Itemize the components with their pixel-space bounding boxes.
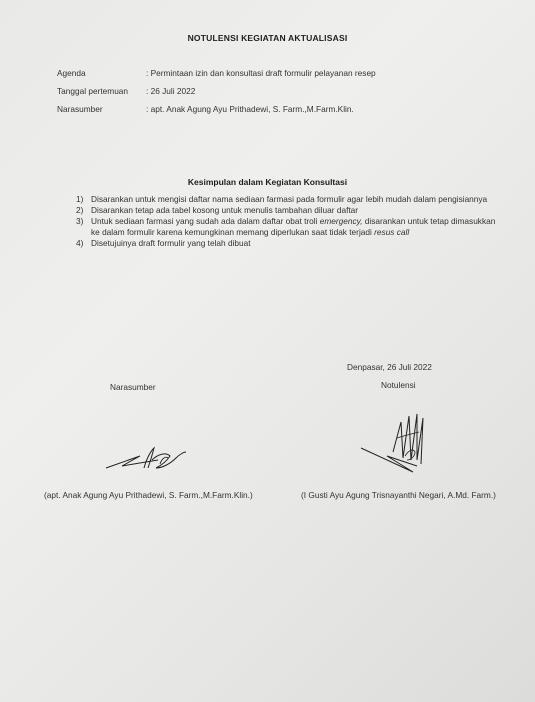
conclusion-list	[76, 194, 496, 249]
item-emphasis-resus-call: resus call	[374, 227, 410, 237]
item-number: 4)	[76, 238, 84, 248]
meta-label: Tanggal pertemuan	[57, 86, 129, 96]
place-date: Denpasar, 26 Juli 2022	[347, 362, 432, 372]
meta-value: : 26 Juli 2022	[146, 86, 196, 96]
meta-value: : Permintaan izin dan konsultasi draft formulir pelayanan resep	[146, 68, 376, 78]
meta-value: : apt. Anak Agung Ayu Prithadewi, S. Farm.,M.Farm.Klin.	[146, 104, 354, 114]
meta-label: Agenda	[57, 68, 86, 78]
signatory-role-right: Notulensi	[381, 380, 416, 390]
list-item	[76, 205, 496, 216]
item-text: Disarankan tetap ada tabel kosong untuk menulis tambahan diluar daftar	[91, 205, 359, 215]
list-item	[76, 216, 496, 238]
signatory-role-left: Narasumber	[110, 382, 156, 392]
item-text: Disarankan untuk mengisi daftar nama sediaan farmasi pada formulir agar lebih mudah dalam pengisiannya	[91, 194, 488, 204]
signature-right	[357, 408, 437, 480]
document-title: NOTULENSI KEGIATAN AKTUALISASI	[187, 33, 348, 43]
signatory-name-right: (I Gusti Ayu Agung Trisnayanthi Negari, A.Md. Farm.)	[301, 490, 496, 500]
section-title: Kesimpulan dalam Kegiatan Konsultasi	[187, 177, 348, 187]
list-item	[76, 194, 496, 205]
signature-left	[100, 438, 190, 474]
item-number: 3)	[76, 216, 84, 226]
item-number: 2)	[76, 205, 84, 215]
item-text-before: Untuk sediaan farmasi yang sudah ada dalam daftar obat troli	[91, 216, 320, 226]
item-text-mid: disarankan untuk tetap dimasukkan ke dalam formulir karena kemungkinan memang diperlukan saat tidak terjadi	[91, 216, 496, 237]
item-number: 1)	[76, 194, 84, 204]
item-emphasis-emergency: emergency,	[319, 216, 363, 226]
signatory-name-left: (apt. Anak Agung Ayu Prithadewi, S. Farm.,M.Farm.Klin.)	[44, 490, 253, 500]
meta-label: Narasumber	[57, 104, 103, 114]
item-text: Disetujuinya draft formulir yang telah dibuat	[91, 238, 251, 248]
list-item	[76, 238, 496, 249]
